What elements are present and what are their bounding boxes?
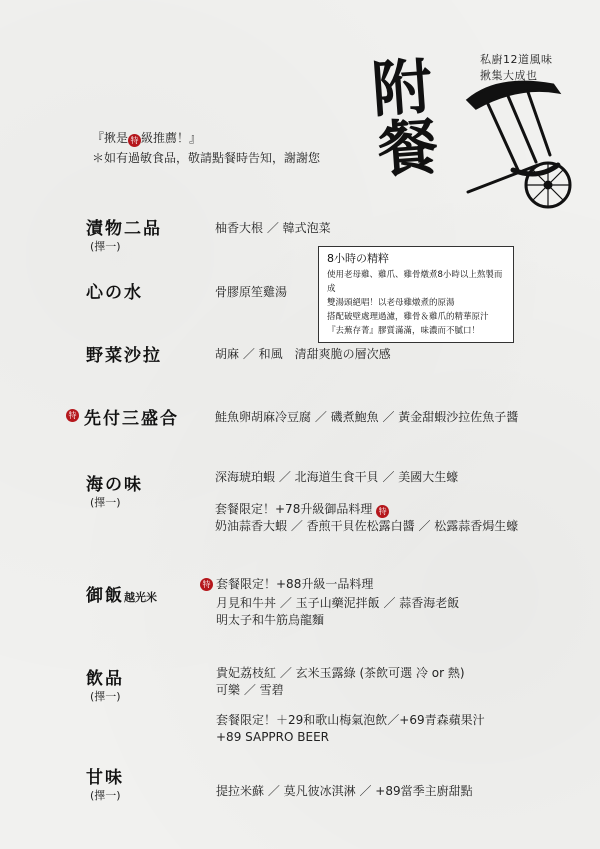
choose-one-seafood: (擇一): [90, 496, 121, 509]
special-stamp-icon: 特: [200, 578, 213, 591]
page-title-char1: 附: [369, 51, 435, 127]
tagline-line2: 揪集大成也: [480, 69, 538, 82]
drinks-upgrade: 套餐限定！＋29和歌山梅氣泡飲／+69青森蘋果汁: [216, 713, 485, 727]
rice-title-text: 御飯: [86, 586, 124, 606]
soup-box-line: 『去蕪存菁』膠質滿滿，味濃而不膩口！: [327, 326, 481, 336]
allergy-note: ＊如有過敏食品，敬請點餐時告知，謝謝您: [92, 151, 321, 165]
choose-one-drinks: (擇一): [90, 690, 121, 703]
section-title-dessert: 甘味: [86, 768, 124, 788]
recommend-suffix: 級推薦！』: [141, 131, 202, 145]
seafood-upgrade-label: 套餐限定！+78升級御品料理: [215, 502, 373, 516]
rice-items: 明太子和牛筋烏龍麵: [216, 613, 325, 627]
section-title-rice: [86, 581, 157, 606]
seafood-upgrade-items: 奶油蒜香大蝦 ／ 香煎干貝佐松露白醬 ／ 松露蒜香焗生蠔: [215, 519, 519, 533]
pickles-items: 柚香大根 ／ 韓式泡菜: [215, 221, 331, 235]
seafood-items: 深海琥珀蝦 ／ 北海道生食干貝 ／ 美國大生蠔: [215, 470, 459, 484]
rice-subtitle: 越光米: [124, 591, 157, 604]
drinks-items: 貴妃荔枝紅 ／ 玄米玉露綠 (茶飲可選 冷 or 熱): [216, 666, 465, 680]
rickshaw-icon: [458, 70, 583, 210]
special-stamp-icon: 特: [376, 505, 389, 518]
drinks-items: 可樂 ／ 雪碧: [216, 683, 284, 697]
section-title-seafood: 海の味: [86, 475, 143, 495]
soup-box-line: 雙湯頭絕唱！以老母雞燉煮的原湯: [327, 298, 455, 308]
rice-items: 月見和牛丼 ／ 玉子山藥泥拌飯 ／ 蒜香海老飯: [216, 596, 460, 610]
soup-info-box: [318, 246, 514, 343]
rice-upgrade-label: 套餐限定！+88升級一品料理: [216, 577, 374, 591]
seafood-upgrade: [215, 500, 389, 518]
soup-box-title: 8小時の精粹: [327, 252, 389, 265]
special-stamp-icon: 特: [66, 409, 79, 422]
choose-one-dessert: (擇一): [90, 789, 121, 802]
soup-box-line: 使用老母雞、雞爪、雞骨燉煮8小時以上熬製而成: [327, 270, 503, 294]
section-title-salad: 野菜沙拉: [86, 346, 162, 366]
choose-one-pickles: (擇一): [90, 240, 121, 253]
soup-items: 骨膠原笙雞湯: [215, 285, 288, 299]
section-title-pickles: 漬物二品: [86, 219, 162, 239]
appetizer-items: 鮭魚卵胡麻冷豆腐 ／ 磯煮鮑魚 ／ 黃金甜蝦沙拉佐魚子醬: [215, 410, 519, 424]
soup-box-line: 搭配破壁處理過濾，雞骨＆雞爪的精華原汁: [327, 312, 489, 322]
section-title-appetizer: 先付三盛合: [84, 409, 179, 429]
tagline-line1: 私廚12道風味: [480, 53, 553, 66]
section-title-soup: 心の水: [86, 283, 143, 303]
recommend-line: [92, 128, 320, 148]
drinks-beer: +89 SAPPRO BEER: [216, 730, 329, 744]
page-title-char2: 餐: [375, 111, 441, 187]
section-title-drinks: 飲品: [86, 669, 124, 689]
salad-items: 胡麻 ／ 和風 清甜爽脆の層次感: [215, 347, 391, 361]
notice: [92, 128, 320, 168]
special-stamp-icon: 特: [128, 134, 141, 147]
recommend-prefix: 『揪是: [92, 131, 129, 145]
dessert-items: 提拉米蘇 ／ 莫凡彼冰淇淋 ／ +89當季主廚甜點: [216, 784, 473, 798]
